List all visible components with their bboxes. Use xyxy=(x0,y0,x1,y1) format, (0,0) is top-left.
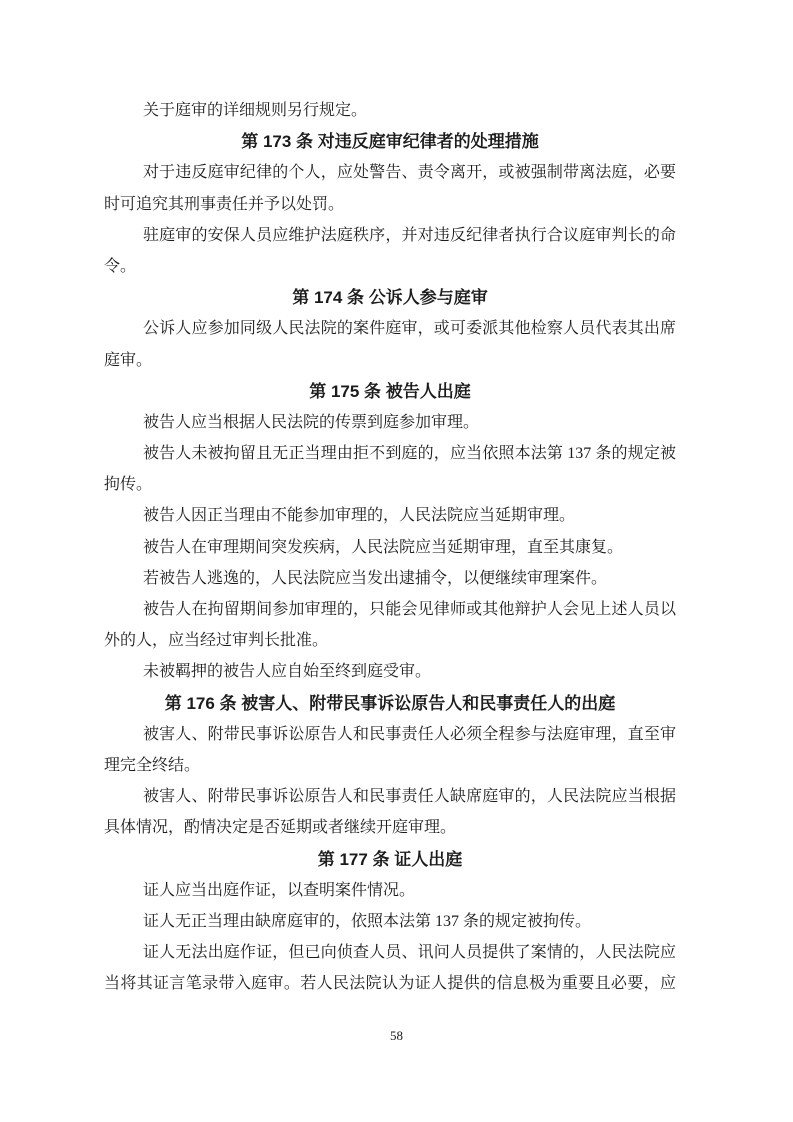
text-line: 被害人、附带民事诉讼原告人和民事责任人必须全程参与法庭审理，直至审 xyxy=(143,725,676,743)
para-174-1 xyxy=(104,313,676,375)
para-176-1 xyxy=(104,719,676,781)
text-line: 庭审。 xyxy=(104,351,153,369)
text-line: 外的人，应当经过审判长批准。 xyxy=(104,632,329,650)
text-line: 被告人应当根据人民法院的传票到庭参加审理。 xyxy=(143,413,480,431)
text-line: 对于违反庭审纪律的个人，应处警告、责令离开，或被强制带离法庭，必要 xyxy=(143,164,676,182)
para-173-1 xyxy=(104,157,676,219)
text-line: 被告人未被拘留且无正当理由拒不到庭的，应当依照本法第 137 条的规定被 xyxy=(143,445,676,463)
text-line: 令。 xyxy=(104,257,137,275)
text-line: 关于庭审的详细规则另行规定。 xyxy=(143,102,368,119)
text-line: 当将其证言笔录带入庭审。若人民法院认为证人提供的信息极为重要且必要，应 xyxy=(104,975,676,993)
article-173-heading: 第 173 条 对违反庭审纪律者的处理措施 xyxy=(241,132,539,152)
para-court-rules xyxy=(104,95,676,126)
text-line: 理完全终结。 xyxy=(104,756,201,774)
article-174-heading: 第 174 条 公诉人参与庭审 xyxy=(292,288,488,308)
para-177-1 xyxy=(104,875,676,906)
text-line: 若被告人逃逸的，人民法院应当发出逮捕令，以便继续审理案件。 xyxy=(143,569,608,587)
para-175-4 xyxy=(104,532,676,563)
para-177-2 xyxy=(104,906,676,937)
text-line: 被告人在拘留期间参加审理的，只能会见律师或其他辩护人会见上述人员以 xyxy=(143,601,676,618)
text-line: 时可追究其刑事责任并予以处罚。 xyxy=(104,195,345,213)
text-line: 拘传。 xyxy=(104,476,153,494)
article-175-heading: 第 175 条 被告人出庭 xyxy=(309,381,471,401)
text-line: 具体情况，酌情决定是否延期或者继续开庭审理。 xyxy=(104,819,457,837)
para-175-6 xyxy=(104,594,676,656)
para-175-5 xyxy=(104,563,676,594)
para-175-7 xyxy=(104,656,676,687)
document-content xyxy=(104,95,676,999)
text-line: 证人无正当理由缺席庭审的，依照本法第 137 条的规定被拘传。 xyxy=(143,912,592,930)
text-line: 公诉人应参加同级人民法院的案件庭审，或可委派其他检察人员代表其出席 xyxy=(143,320,676,338)
text-line: 被告人在审理期间突发疾病，人民法院应当延期审理，直至其康复。 xyxy=(143,538,624,556)
para-173-2 xyxy=(104,220,676,282)
page-number: 58 xyxy=(390,1028,403,1043)
para-175-3 xyxy=(104,500,676,531)
text-line: 证人应当出庭作证，以查明案件情况。 xyxy=(143,881,416,899)
text-line: 驻庭审的安保人员应维护法庭秩序，并对违反纪律者执行合议庭审判长的命 xyxy=(143,226,676,244)
text-line: 被告人因正当理由不能参加审理的，人民法院应当延期审理。 xyxy=(143,507,576,525)
para-175-2 xyxy=(104,438,676,500)
para-177-3 xyxy=(104,937,676,999)
article-176-heading: 第 176 条 被害人、附带民事诉讼原告人和民事责任人的出庭 xyxy=(164,693,616,713)
article-177-heading: 第 177 条 证人出庭 xyxy=(317,849,463,869)
text-line: 证人无法出庭作证，但已向侦查人员、讯问人员提供了案情的，人民法院应 xyxy=(143,944,676,962)
para-176-2 xyxy=(104,781,676,843)
text-line: 被害人、附带民事诉讼原告人和民事责任人缺席庭审的，人民法院应当根据 xyxy=(143,788,676,806)
text-line: 未被羁押的被告人应自始至终到庭受审。 xyxy=(143,663,432,681)
para-175-1 xyxy=(104,407,676,438)
